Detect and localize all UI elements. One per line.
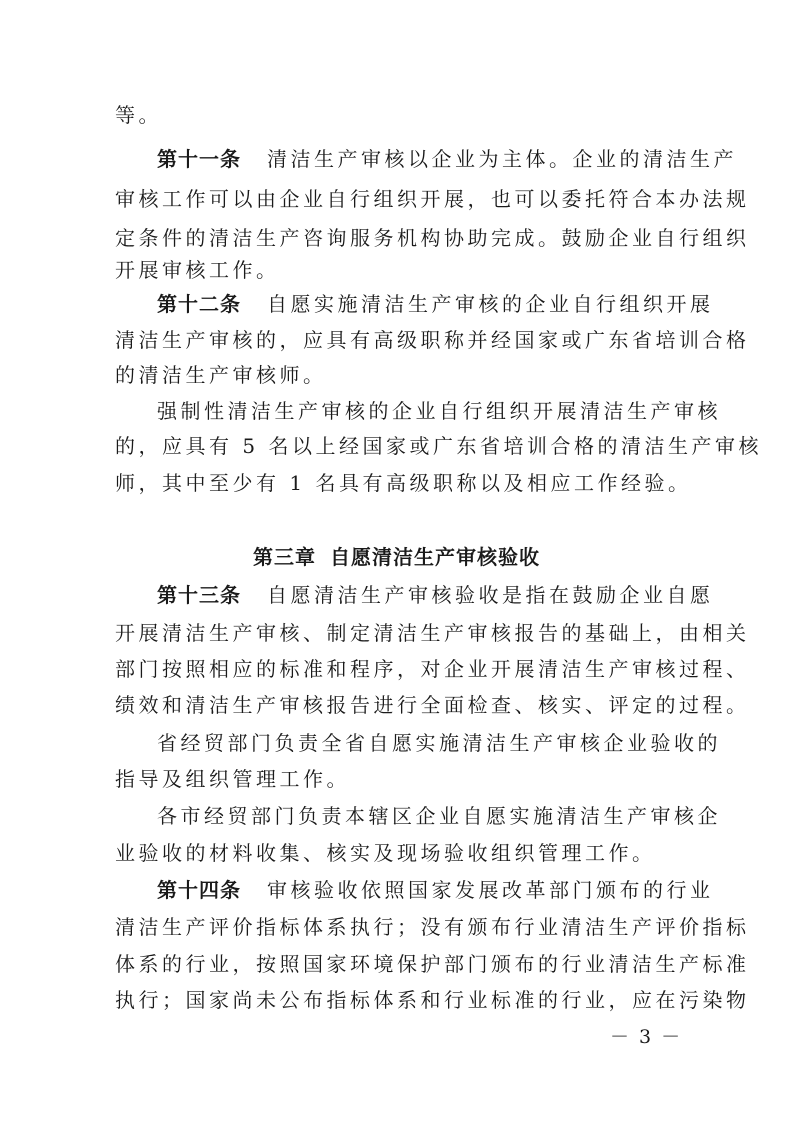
text-line: 定条件的清洁生产咨询服务机构协助完成。鼓励企业自行组织 bbox=[115, 226, 750, 250]
text-line: 绩效和清洁生产审核报告进行全面检查、核实、评定的过程。 bbox=[115, 693, 750, 717]
text-line: 等。 bbox=[115, 103, 162, 127]
text-line: 各市经贸部门负责本辖区企业自愿实施清洁生产审核企 bbox=[157, 804, 721, 828]
text-line: 省经贸部门负责全省自愿实施清洁生产审核企业验收的 bbox=[157, 731, 721, 755]
page-number: － 3 － bbox=[610, 1026, 683, 1048]
article-13-first-line bbox=[157, 582, 714, 608]
text-line: 体系的行业，按照国家环境保护部门颁布的行业清洁生产标准 bbox=[115, 952, 750, 976]
chapter-title: 自愿清洁生产审核验收 bbox=[330, 545, 540, 569]
article-12-first-line bbox=[157, 291, 714, 317]
text-line: 清洁生产评价指标体系执行；没有颁布行业清洁生产评价指标 bbox=[115, 915, 750, 939]
text-line: 开展审核工作。 bbox=[115, 258, 280, 282]
text-line: 的，应具有 5 名以上经国家或广东省培训合格的清洁生产审核 bbox=[115, 434, 762, 458]
text-line: 强制性清洁生产审核的企业自行组织开展清洁生产审核 bbox=[157, 399, 721, 423]
text-line: 部门按照相应的标准和程序，对企业开展清洁生产审核过程、 bbox=[115, 657, 750, 681]
text-line: 师，其中至少有 1 名具有高级职称以及相应工作经验。 bbox=[115, 471, 692, 495]
article-11-label: 第十一条 bbox=[157, 147, 241, 171]
chapter-heading bbox=[0, 544, 793, 570]
text-line: 审核验收依照国家发展改革部门颁布的行业 bbox=[267, 878, 714, 902]
article-14-first-line bbox=[157, 877, 714, 903]
text-line: 开展清洁生产审核、制定清洁生产审核报告的基础上，由相关 bbox=[115, 621, 750, 645]
text-line: 的清洁生产审核师。 bbox=[115, 363, 327, 387]
article-11-first-line bbox=[157, 146, 737, 172]
text-line: 审核工作可以由企业自行组织开展，也可以委托符合本办法规 bbox=[115, 187, 750, 211]
article-13-label: 第十三条 bbox=[157, 583, 241, 607]
text-line: 清洁生产审核以企业为主体。企业的清洁生产 bbox=[267, 147, 737, 171]
text-line: 指导及组织管理工作。 bbox=[115, 767, 350, 791]
text-line: 清洁生产审核的，应具有高级职称并经国家或广东省培训合格 bbox=[115, 328, 750, 352]
article-14-label: 第十四条 bbox=[157, 878, 241, 902]
text-line: 业验收的材料收集、核实及现场验收组织管理工作。 bbox=[115, 841, 656, 865]
text-line: 自愿清洁生产审核验收是指在鼓励企业自愿 bbox=[267, 583, 714, 607]
text-line: 执行；国家尚未公布指标体系和行业标准的行业，应在污染物 bbox=[115, 988, 750, 1012]
article-12-label: 第十二条 bbox=[157, 292, 241, 316]
text-line: 自愿实施清洁生产审核的企业自行组织开展 bbox=[267, 292, 714, 316]
chapter-number: 第三章 bbox=[253, 545, 316, 569]
